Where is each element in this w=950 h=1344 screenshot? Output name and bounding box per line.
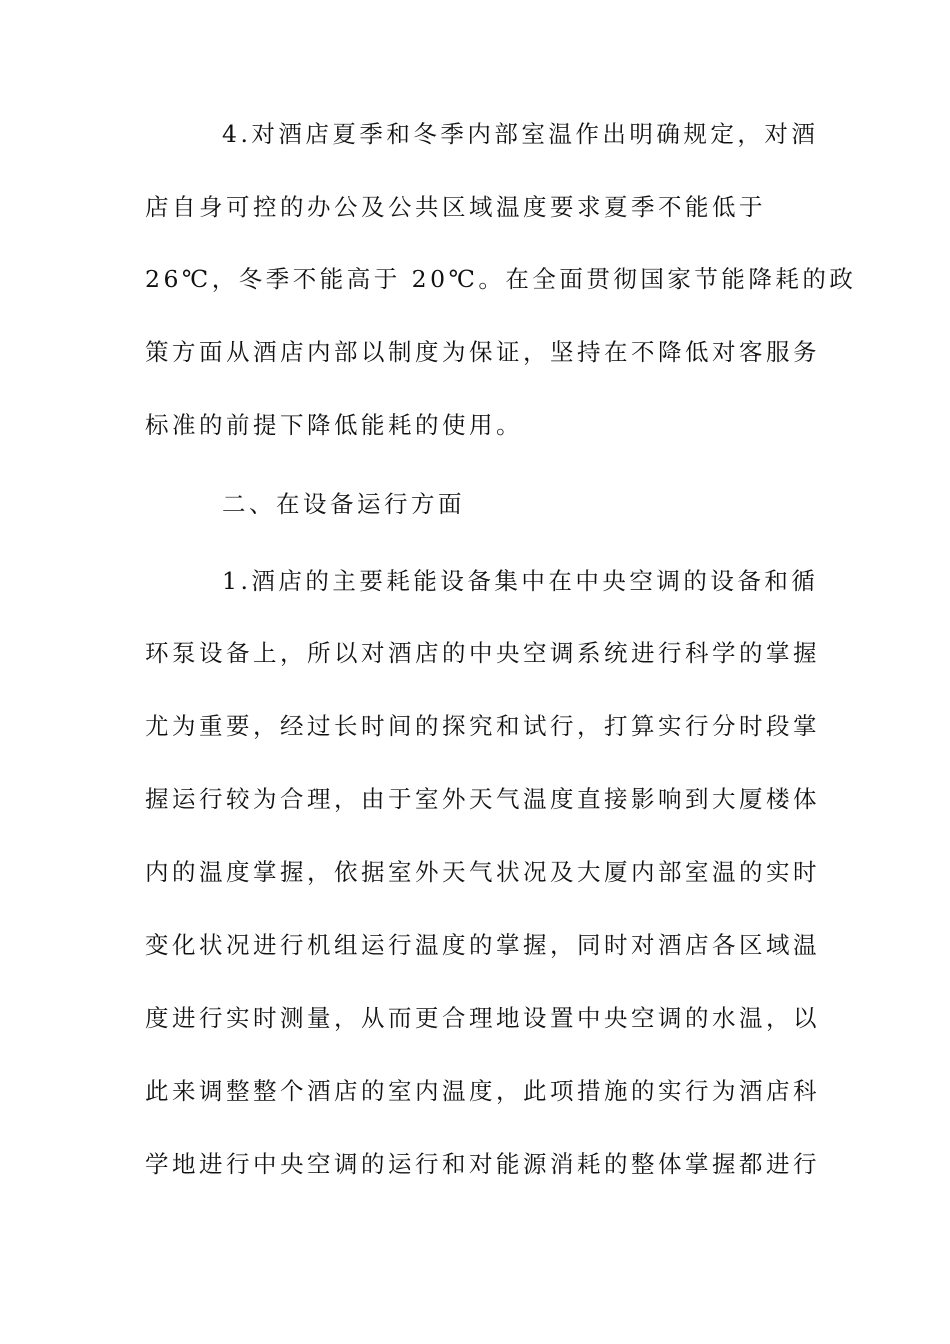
paragraph-1-line-5: 内的温度掌握，依据室外天气状况及大厦内部室温的实时 bbox=[145, 858, 820, 886]
paragraph-1-line-6: 变化状况进行机组运行温度的掌握，同时对酒店各区域温 bbox=[145, 931, 820, 959]
paragraph-4-line-3: 26℃，冬季不能高于 20℃。在全面贯彻国家节能降耗的政 bbox=[145, 265, 857, 293]
paragraph-1-line-2: 环泵设备上，所以对酒店的中央空调系统进行科学的掌握 bbox=[145, 639, 820, 667]
paragraph-1-line-7: 度进行实时测量，从而更合理地设置中央空调的水温，以 bbox=[145, 1004, 820, 1032]
paragraph-4-line-1: 4.对酒店夏季和冬季内部室温作出明确规定，对酒 bbox=[222, 120, 819, 148]
paragraph-4-line-2: 店自身可控的办公及公共区域温度要求夏季不能低于 bbox=[145, 193, 766, 221]
paragraph-1-line-4: 握运行较为合理，由于室外天气温度直接影响到大厦楼体 bbox=[145, 785, 820, 813]
paragraph-1-line-8: 此来调整整个酒店的室内温度，此项措施的实行为酒店科 bbox=[145, 1077, 820, 1105]
paragraph-4-line-4: 策方面从酒店内部以制度为保证，坚持在不降低对客服务 bbox=[145, 338, 820, 366]
paragraph-1-line-9: 学地进行中央空调的运行和对能源消耗的整体掌握都进行 bbox=[145, 1150, 820, 1178]
section-heading-equipment: 二、在设备运行方面 bbox=[222, 490, 465, 518]
paragraph-1-line-3: 尤为重要，经过长时间的探究和试行，打算实行分时段掌 bbox=[145, 712, 820, 740]
paragraph-1-line-1: 1.酒店的主要耗能设备集中在中央空调的设备和循 bbox=[222, 567, 819, 595]
paragraph-4-line-5: 标准的前提下降低能耗的使用。 bbox=[145, 411, 523, 439]
